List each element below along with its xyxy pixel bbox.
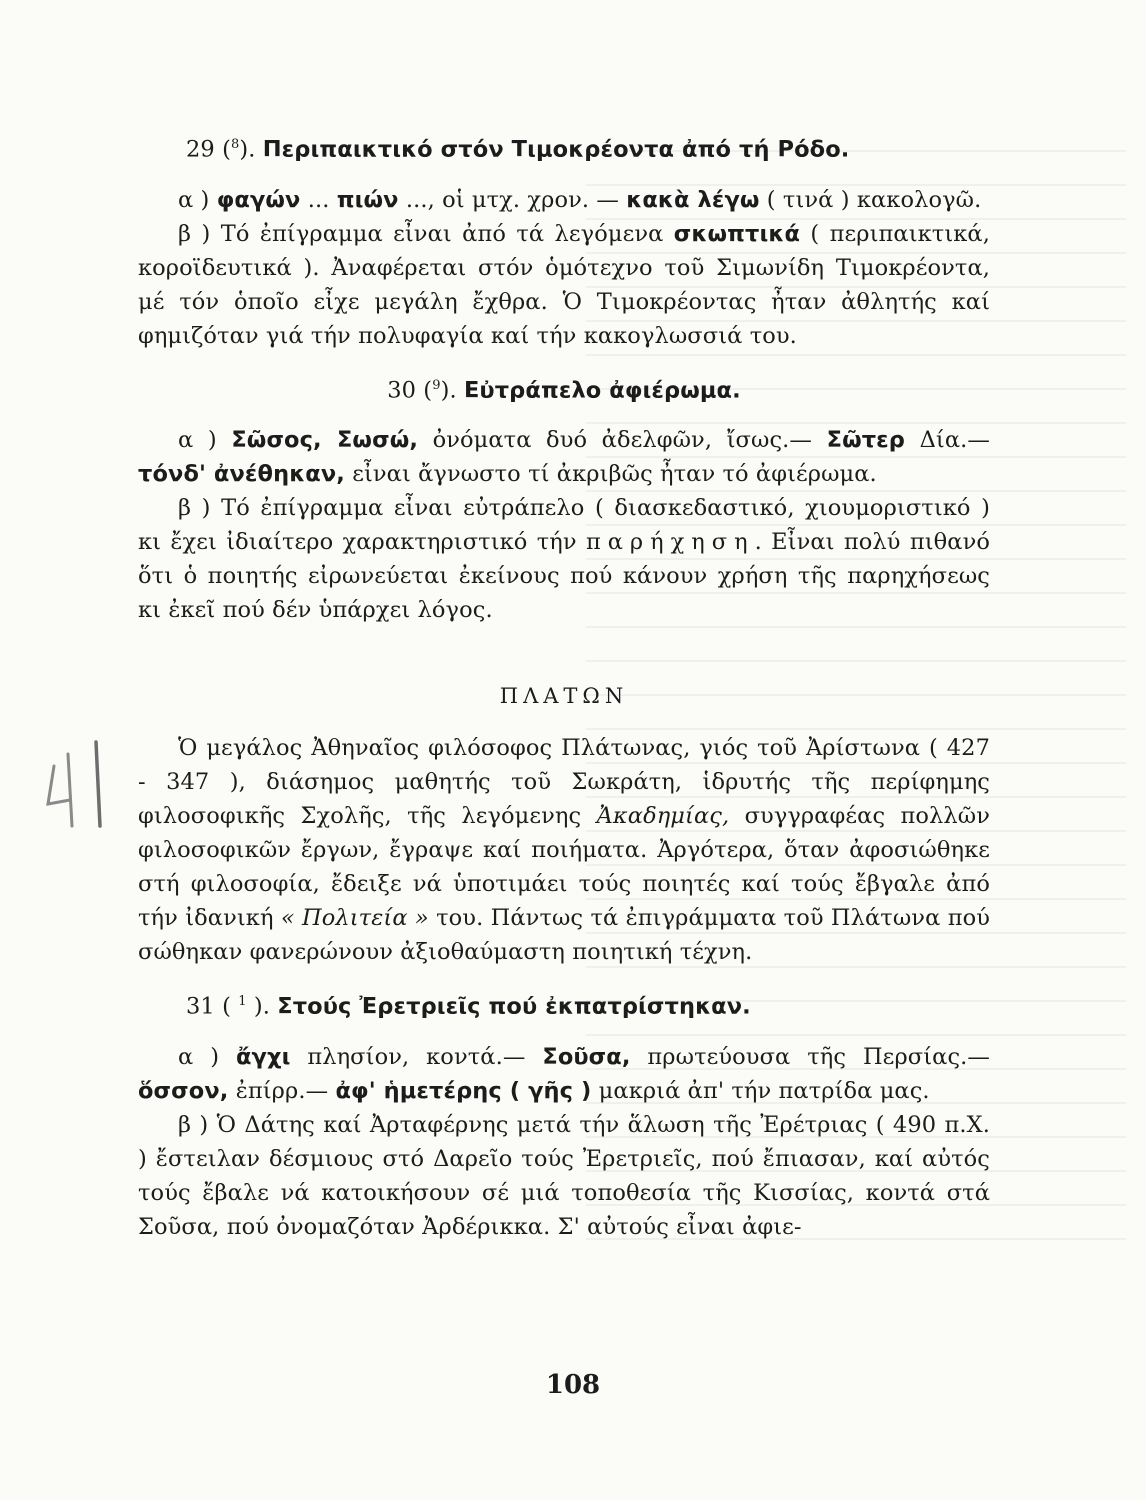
platon-bio: Ὁ μεγάλος Ἀθηναῖος φιλόσοφος Πλάτωνας, γιός τοῦ Ἀρίστωνα ( 427 - 347 ), διάσημος μαθητής τοῦ Σωκράτη, ἱδρυτής τῆς περίφημης φιλοσοφικῆς Σχολῆς, τῆς λεγόμενης Ἀκαδημίας, συγγραφέας πολλῶν φιλοσοφικῶν ἔργων, ἔγραψε καί ποιήματα. Ἀργότερα, ὅταν ἀφοσιώθηκε στή φιλοσοφία, ἔδειξε νά ὑποτιμάει τούς ποιητές καί τούς ἔβγαλε ἀπό τήν ἰδανική « Πολιτεία » του. Πάντως τά ἐπιγράμματα τοῦ Πλάτωνα πού σώθηκαν φανερώνουν ἀξιοθαύμαστη ποιητική τέχνη.	[138, 735, 991, 965]
handwritten-margin-mark	[40, 738, 110, 830]
section-31-heading: 31 ( $^1$ ). Στούς Ἐρετριεῖς πού ἐκπατρίστηκαν.	[186, 993, 751, 1020]
section-30-title: Εὐτράπελο ἀφιέρωμα.	[463, 377, 741, 403]
section-31-note-a: α ) ἄγχι πλησίον, κοντά.— Σοῦσα, πρωτεύουσα τῆς Περσίας.— ὅσσον, ἐπίρρ.— ἀφ' ἡμετέρης ( γῆς ) μακριά ἀπ' τήν πατρίδα μας.	[138, 1043, 990, 1104]
section-30-heading: 30 ($^9$). Εὐτράπελο ἀφιέρωμα.	[387, 377, 741, 403]
section-30-note-a: α ) Σῶσος, Σωσώ, ὀνόματα δυό ἀδελφῶν, ἴσως.— Σῶτερ Δία.— τόνδ' ἀνέθηκαν, εἶναι ἄγνωστο τί ἀκριβῶς ἦταν τό ἀφιέρωμα.	[138, 427, 990, 487]
page-body	[138, 128, 990, 1244]
section-29-title: Περιπαικτικό στόν Τιμοκρέοντα ἀπό τή Ρόδο.	[262, 136, 850, 163]
section-29-note-a: α ) φαγών ... πιών ..., οἱ μτχ. χρον. — κακὰ λέγω ( τινά ) κακολογῶ.	[178, 186, 982, 213]
section-31-note-b: β ) Ὁ Δάτης καί Ἀρταφέρνης μετά τήν ἅλωση τῆς Ἐρέτριας ( 490 π.Χ. ) ἔστειλαν δέσμιους στό Δαρεῖο τούς Ἐρετριεῖς, πού ἔπιασαν, καί αὐτός τούς ἔβαλε νά κατοικήσουν σέ μιά τοποθεσία τῆς Κισσίας, κοντά στά Σοῦσα, πού ὀνομαζόταν Ἀρδέρικκα. Σ' αὐτούς εἶναι ἀφιε-	[138, 1111, 990, 1240]
section-29-note-b: β ) Τό ἐπίγραμμα εἶναι ἀπό τά λεγόμενα σκωπτικά ( περιπαικτικά, κοροϊδευτικά ). Ἀναφέρεται στόν ὁμότεχνο τοῦ Σιμωνίδη Τιμοκρέοντα, μέ τόν ὁποῖο εἶχε μεγάλη ἔχθρα. Ὁ Τιμοκρέοντας ἦταν ἀθλητής καί φημιζόταν γιά τήν πολυφαγία καί τήν κακογλωσσιά του.	[138, 220, 990, 349]
author-heading-platon: ΠΛΑΤΩΝ	[499, 684, 629, 708]
section-29-heading: 29 ($^8$). Περιπαικτικό στόν Τιμοκρέοντα ἀπό τή Ρόδο.	[186, 136, 850, 163]
section-30-note-b: β ) Τό ἐπίγραμμα εἶναι εὐτράπελο ( διασκεδαστικό, χιουμοριστικό ) κι ἔχει ἰδιαίτερο χαρακτηριστικό τήν παρήχηση. Εἶναι πολύ πιθανό ὅτι ὁ ποιητής εἰρωνεύεται ἐκείνους πού κάνουν χρήση τῆς παρηχήσεως κι ἐκεῖ πού δέν ὑπάρχει λόγος.	[138, 495, 990, 623]
section-31-title: Στούς Ἐρετριεῖς πού ἐκπατρίστηκαν.	[277, 993, 751, 1020]
page-number: 108	[545, 1370, 601, 1400]
